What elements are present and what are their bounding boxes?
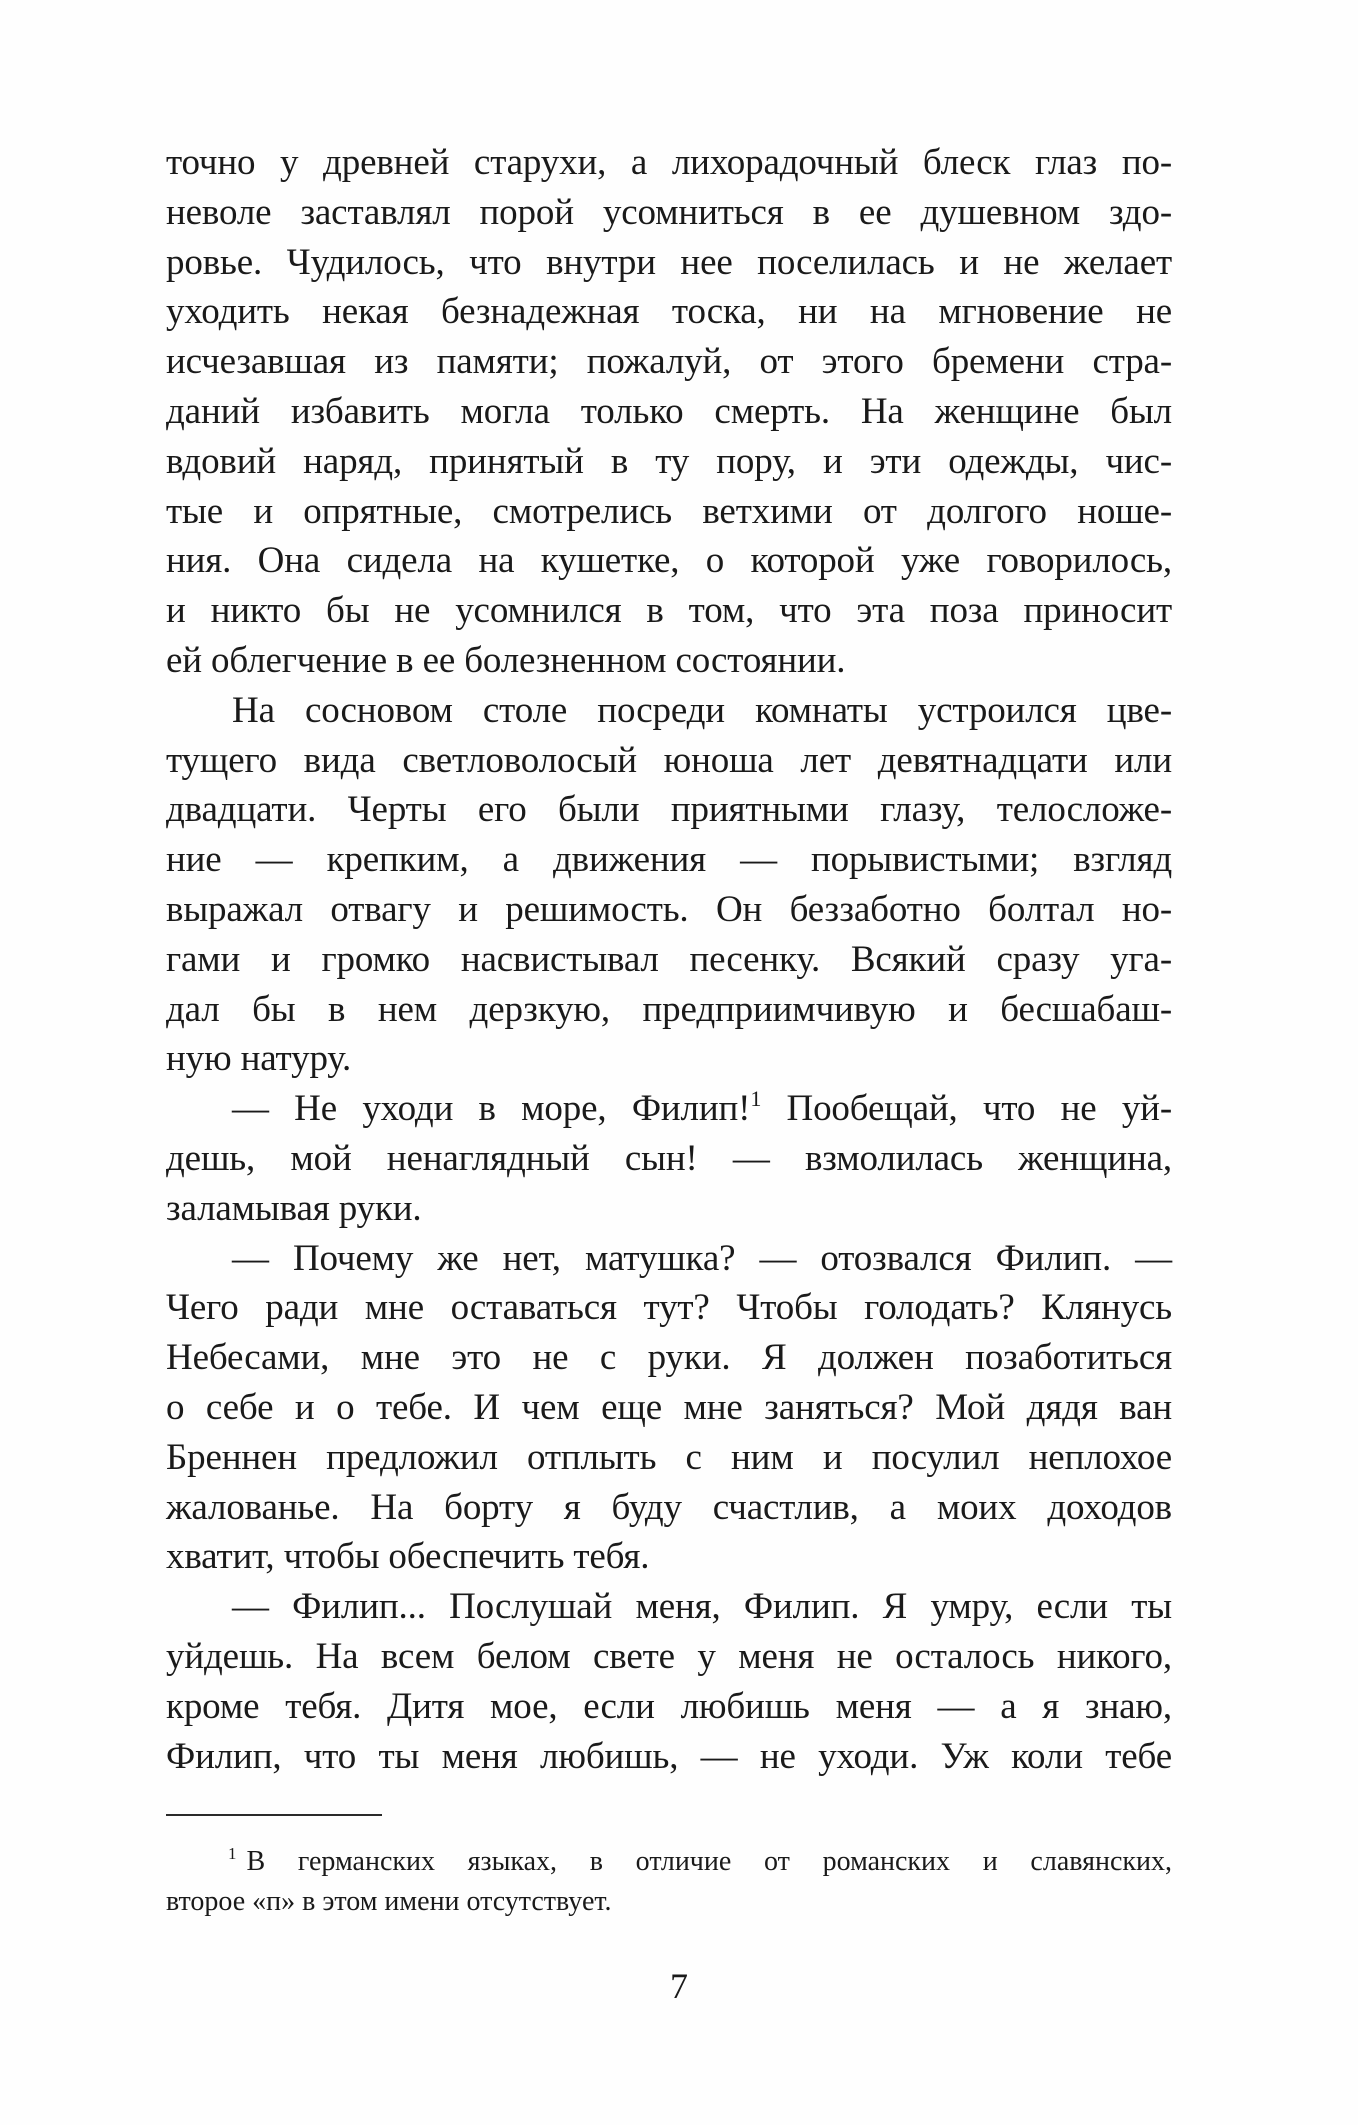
text-line xyxy=(166,935,1172,985)
footnote-divider xyxy=(166,1814,382,1816)
text-line xyxy=(166,736,1172,786)
text-line xyxy=(166,188,1172,238)
text-line xyxy=(166,586,1172,636)
text-line xyxy=(166,785,1172,835)
text-line xyxy=(166,437,1172,487)
footnote-reference: 1 xyxy=(750,1086,762,1112)
text-line-content: и никто бы не усомнился в том, что эта поза приносит xyxy=(166,590,1172,632)
text-line-content: гами и громко насвистывал песенку. Всякий сразу уга- xyxy=(166,938,1172,980)
text-line xyxy=(166,835,1172,885)
text-line-content: ние — крепким, а движения — порывистыми; взгляд xyxy=(166,839,1172,881)
text-line xyxy=(166,1682,1172,1732)
text-line-content: кроме тебя. Дитя мое, если любишь меня — а я знаю, xyxy=(166,1685,1172,1727)
text-line-content: даний избавить могла только смерть. На женщине был xyxy=(166,390,1172,432)
text-line xyxy=(166,1084,1172,1134)
footnote-line-content: второе «п» в этом имени отсутствует. xyxy=(166,1886,612,1917)
text-line-content: исчезавшая из памяти; пожалуй, от этого бремени стра- xyxy=(166,341,1172,383)
text-line-content: — Не уходи в море, Филип! xyxy=(232,1088,751,1130)
text-line xyxy=(166,1134,1172,1184)
text-line-content: тущего вида светловолосый юноша лет девятнадцати или xyxy=(166,739,1172,781)
text-line xyxy=(166,1632,1172,1682)
text-line xyxy=(166,1732,1172,1782)
body-text xyxy=(166,138,1172,1781)
text-line xyxy=(166,1184,1172,1234)
text-line-content: Филип, что ты меня любишь, — не уходи. Уж коли тебе xyxy=(166,1735,1172,1777)
text-line xyxy=(166,636,1172,686)
text-line xyxy=(166,1532,1172,1582)
text-line-content: На сосновом столе посреди комнаты устроился цве- xyxy=(232,689,1172,731)
text-line xyxy=(166,1483,1172,1533)
text-line-content: дал бы в нем дерзкую, предприимчивую и бесшабаш- xyxy=(166,988,1172,1030)
text-line-continuation: Пообещай, что не уй- xyxy=(761,1088,1172,1130)
text-line-content: ровье. Чудилось, что внутри нее поселилась и не желает xyxy=(166,241,1172,283)
text-line xyxy=(166,536,1172,586)
footnote-line xyxy=(166,1882,1172,1922)
text-line-content: точно у древней старухи, а лихорадочный блеск глаз по- xyxy=(166,142,1172,183)
text-line-content: дешь, мой ненаглядный сын! — взмолилась женщина, xyxy=(166,1137,1172,1179)
text-line xyxy=(166,138,1172,188)
footnote-marker: 1 xyxy=(228,1844,237,1863)
text-line xyxy=(166,1283,1172,1333)
page-number: 7 xyxy=(670,1966,688,2006)
text-line-content: уходить некая безнадежная тоска, ни на мгновение не xyxy=(166,291,1172,333)
text-line-content: двадцати. Черты его были приятными глазу, телосложе- xyxy=(166,789,1172,831)
text-line xyxy=(166,1234,1172,1284)
text-line xyxy=(166,1433,1172,1483)
text-line-content: ную натуру. xyxy=(166,1038,352,1080)
text-line-content: уйдешь. На всем белом свете у меня не осталось никого, xyxy=(166,1635,1172,1677)
text-line xyxy=(166,686,1172,736)
text-line-content: — Почему же нет, матушка? — отозвался Филип. — xyxy=(232,1237,1172,1279)
text-line-content: ния. Она сидела на кушетке, о которой уже говорилось, xyxy=(166,540,1172,582)
text-line xyxy=(166,287,1172,337)
footnote-line xyxy=(166,1842,1172,1882)
text-line xyxy=(166,985,1172,1035)
text-line-content: заламывая руки. xyxy=(166,1187,422,1229)
text-line-content: вдовий наряд, принятый в ту пору, и эти одежды, чис- xyxy=(166,440,1172,482)
text-line-content: Чего ради мне оставаться тут? Чтобы голодать? Клянусь xyxy=(166,1287,1172,1329)
footnote-line-content: В германских языках, в отличие от романских и славянских, xyxy=(246,1846,1172,1877)
text-line-content: тые и опрятные, смотрелись ветхими от долгого ноше- xyxy=(166,490,1172,532)
text-line xyxy=(166,1034,1172,1084)
text-line xyxy=(166,885,1172,935)
text-line-content: неволе заставлял порой усомниться в ее душевном здо- xyxy=(166,191,1172,233)
text-line-content: ей облегчение в ее болезненном состоянии. xyxy=(166,639,846,681)
footnote xyxy=(166,1842,1172,1922)
text-line xyxy=(166,1582,1172,1632)
text-line xyxy=(166,337,1172,387)
text-line-content: Небесами, мне это не с руки. Я должен позаботиться xyxy=(166,1337,1172,1379)
text-line xyxy=(166,238,1172,288)
text-line xyxy=(166,387,1172,437)
text-line-content: — Филип... Послушай меня, Филип. Я умру, если ты xyxy=(232,1586,1172,1628)
text-line-content: выражал отвагу и решимость. Он беззаботно болтал но- xyxy=(166,888,1172,930)
text-line-content: о себе и о тебе. И чем еще мне заняться? Мой дядя ван xyxy=(166,1386,1172,1428)
text-line xyxy=(166,1383,1172,1433)
text-line xyxy=(166,487,1172,537)
text-line xyxy=(166,1333,1172,1383)
text-line-content: хватит, чтобы обеспечить тебя. xyxy=(166,1536,650,1578)
text-line-content: Бреннен предложил отплыть с ним и посулил неплохое xyxy=(166,1436,1172,1478)
text-line-content: жалованье. На борту я буду счастлив, а моих доходов xyxy=(166,1486,1172,1528)
